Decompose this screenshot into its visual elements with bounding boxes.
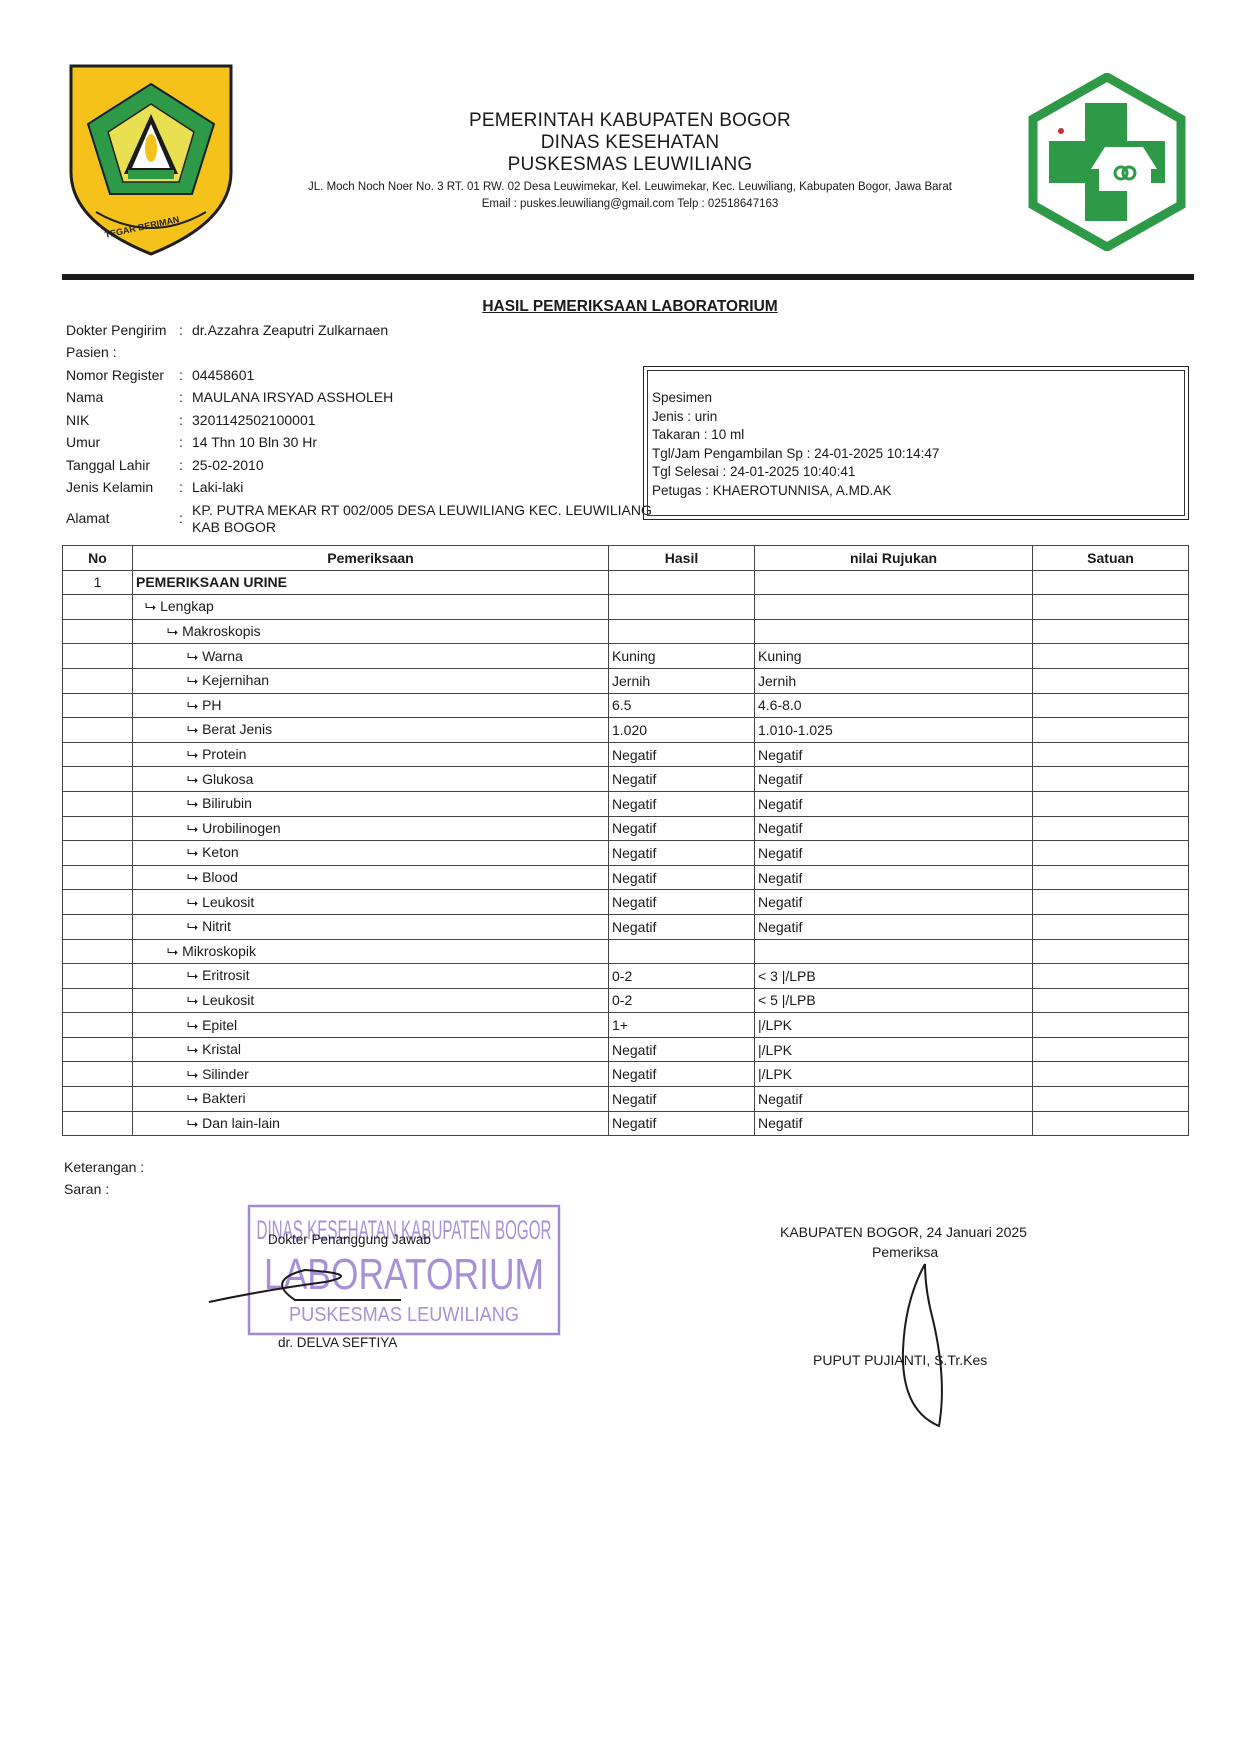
results-table <box>62 545 1189 1136</box>
pemeriksa-name: PUPUT PUJIANTI, S.Tr.Kes <box>813 1352 988 1368</box>
table-row <box>63 668 1189 693</box>
cell-satuan <box>1033 890 1189 915</box>
cell-pemeriksaan: ⮡ Keton <box>133 841 609 866</box>
logo-motto: TEGAR BERIMAN <box>103 214 181 240</box>
cell-pemeriksaan: ⮡ Protein <box>133 742 609 767</box>
table-row <box>63 791 1189 816</box>
cell-pemeriksaan: ⮡ Kejernihan <box>133 668 609 693</box>
cell-satuan <box>1033 964 1189 989</box>
table-row <box>63 1111 1189 1136</box>
cell-rujukan: Jernih <box>755 668 1033 693</box>
cell-satuan <box>1033 988 1189 1013</box>
cell-pemeriksaan: ⮡ Warna <box>133 644 609 669</box>
cell-no <box>63 1013 133 1038</box>
cell-hasil: Negatif <box>609 742 755 767</box>
results-body <box>63 570 1189 1136</box>
cell-pemeriksaan: ⮡ Berat Jenis <box>133 718 609 743</box>
cell-no <box>63 644 133 669</box>
cell-rujukan <box>755 570 1033 595</box>
table-row <box>63 1062 1189 1087</box>
stamp-line2: LABORATORIUM <box>264 1250 544 1299</box>
cell-satuan <box>1033 595 1189 620</box>
alamat-label: Alamat <box>66 510 110 526</box>
nik-value: 3201142502100001 <box>192 412 316 428</box>
cell-pemeriksaan: ⮡ Makroskopis <box>133 619 609 644</box>
colon: : <box>179 510 183 526</box>
cell-satuan <box>1033 1087 1189 1112</box>
cell-rujukan: Negatif <box>755 742 1033 767</box>
cell-satuan <box>1033 668 1189 693</box>
table-row <box>63 693 1189 718</box>
cell-rujukan: 1.010-1.025 <box>755 718 1033 743</box>
cell-satuan <box>1033 816 1189 841</box>
register-label: Nomor Register <box>66 367 165 383</box>
table-row <box>63 865 1189 890</box>
table-row <box>63 890 1189 915</box>
cell-no <box>63 767 133 792</box>
cell-hasil <box>609 570 755 595</box>
table-row <box>63 816 1189 841</box>
register-value: 04458601 <box>192 367 255 383</box>
cell-hasil <box>609 619 755 644</box>
cell-hasil: Negatif <box>609 1087 755 1112</box>
cell-satuan <box>1033 718 1189 743</box>
cell-satuan <box>1033 742 1189 767</box>
alamat-value <box>192 502 712 536</box>
colon: : <box>179 434 183 450</box>
cell-satuan <box>1033 570 1189 595</box>
cell-pemeriksaan: ⮡ Leukosit <box>133 988 609 1013</box>
cell-hasil: 0-2 <box>609 964 755 989</box>
jenis-kelamin-value: Laki-laki <box>192 479 244 495</box>
cell-rujukan: < 5 |/LPB <box>755 988 1033 1013</box>
cell-rujukan: 4.6-8.0 <box>755 693 1033 718</box>
header-satuan: Satuan <box>1033 546 1189 571</box>
cell-no <box>63 619 133 644</box>
table-row <box>63 742 1189 767</box>
keterangan-label: Keterangan : <box>64 1159 145 1175</box>
header-hasil: Hasil <box>609 546 755 571</box>
cell-rujukan: |/LPK <box>755 1037 1033 1062</box>
table-row <box>63 718 1189 743</box>
header-rujukan: nilai Rujukan <box>755 546 1033 571</box>
cell-rujukan: Negatif <box>755 841 1033 866</box>
cell-no <box>63 890 133 915</box>
cell-hasil <box>609 939 755 964</box>
cell-hasil: Negatif <box>609 1037 755 1062</box>
cell-pemeriksaan: ⮡ Glukosa <box>133 767 609 792</box>
cell-satuan <box>1033 791 1189 816</box>
pemeriksa-label: Pemeriksa <box>872 1244 939 1260</box>
table-row <box>63 914 1189 939</box>
cell-rujukan <box>755 595 1033 620</box>
header-pemeriksaan: Pemeriksaan <box>133 546 609 571</box>
colon: : <box>179 479 183 495</box>
cell-no <box>63 816 133 841</box>
cell-no <box>63 1062 133 1087</box>
cell-pemeriksaan: ⮡ Leukosit <box>133 890 609 915</box>
specimen-pengambilan: Tgl/Jam Pengambilan Sp : 24-01-2025 10:14:47 <box>652 445 940 461</box>
cell-no <box>63 1087 133 1112</box>
cell-no <box>63 914 133 939</box>
alamat-line2: KAB BOGOR <box>192 519 277 535</box>
umur-value: 14 Thn 10 Bln 30 Hr <box>192 434 318 450</box>
cell-no <box>63 841 133 866</box>
table-row <box>63 595 1189 620</box>
cell-rujukan: Negatif <box>755 791 1033 816</box>
cell-satuan <box>1033 1062 1189 1087</box>
cell-pemeriksaan: ⮡ Silinder <box>133 1062 609 1087</box>
cell-rujukan: Negatif <box>755 890 1033 915</box>
tgl-lahir-label: Tanggal Lahir <box>66 457 151 473</box>
table-row <box>63 841 1189 866</box>
table-row <box>63 644 1189 669</box>
cell-no <box>63 718 133 743</box>
nama-label: Nama <box>66 389 104 405</box>
tgl-lahir-value: 25-02-2010 <box>192 457 264 473</box>
table-row <box>63 988 1189 1013</box>
cell-rujukan: Negatif <box>755 767 1033 792</box>
colon: : <box>179 367 183 383</box>
table-row <box>63 619 1189 644</box>
cell-rujukan: Negatif <box>755 1087 1033 1112</box>
cell-pemeriksaan: ⮡ Bilirubin <box>133 791 609 816</box>
pasien-label: Pasien : <box>66 344 117 360</box>
stamp-line1: DINAS KESEHATAN KABUPATEN BOGOR <box>256 1215 552 1245</box>
pemeriksa-signature <box>895 1260 955 1430</box>
cell-satuan <box>1033 1037 1189 1062</box>
cell-pemeriksaan: ⮡ Dan lain-lain <box>133 1111 609 1136</box>
letterhead-email: Email : puskes.leuwiliang@gmail.com Telp : 02518647163 <box>481 198 779 210</box>
cell-satuan <box>1033 1111 1189 1136</box>
specimen-petugas: Petugas : KHAEROTUNNISA, A.MD.AK <box>652 482 892 498</box>
cell-pemeriksaan: ⮡ Blood <box>133 865 609 890</box>
colon: : <box>179 457 183 473</box>
jenis-kelamin-label: Jenis Kelamin <box>66 479 154 495</box>
saran-label: Saran : <box>64 1181 110 1197</box>
cell-satuan <box>1033 865 1189 890</box>
table-row <box>63 1087 1189 1112</box>
cell-hasil: Negatif <box>609 914 755 939</box>
cell-pemeriksaan: ⮡ Lengkap <box>133 595 609 620</box>
table-row <box>63 1037 1189 1062</box>
cell-no: 1 <box>63 570 133 595</box>
cell-hasil: Negatif <box>609 816 755 841</box>
cell-hasil: Negatif <box>609 1111 755 1136</box>
specimen-title: Spesimen <box>652 390 713 405</box>
cell-satuan <box>1033 914 1189 939</box>
nama-value: MAULANA IRSYAD ASSHOLEH <box>192 389 394 405</box>
cell-satuan <box>1033 693 1189 718</box>
cell-no <box>63 693 133 718</box>
place-date: KABUPATEN BOGOR, 24 Januari 2025 <box>780 1224 1027 1240</box>
header-no: No <box>63 546 133 571</box>
dokter-label: Dokter Pengirim <box>66 322 167 338</box>
cell-pemeriksaan: PEMERIKSAAN URINE <box>133 570 609 595</box>
cell-satuan <box>1033 841 1189 866</box>
table-row <box>63 570 1189 595</box>
table-row <box>63 939 1189 964</box>
cell-hasil <box>609 595 755 620</box>
cell-no <box>63 964 133 989</box>
table-row <box>63 767 1189 792</box>
nik-label: NIK <box>66 412 90 428</box>
specimen-details <box>652 389 939 500</box>
cell-hasil: Kuning <box>609 644 755 669</box>
cell-pemeriksaan: ⮡ Mikroskopik <box>133 939 609 964</box>
cell-rujukan <box>755 619 1033 644</box>
table-row <box>63 1013 1189 1038</box>
letterhead-address: JL. Moch Noch Noer No. 3 RT. 01 RW. 02 Desa Leuwimekar, Kel. Leuwimekar, Kec. Leuwiliang, Kabupaten Bogor, Jawa Barat <box>308 181 952 193</box>
cell-no <box>63 668 133 693</box>
cell-hasil: 6.5 <box>609 693 755 718</box>
cell-hasil: Negatif <box>609 890 755 915</box>
cell-rujukan <box>755 939 1033 964</box>
cell-hasil: Negatif <box>609 791 755 816</box>
letterhead <box>270 110 990 212</box>
cell-pemeriksaan: ⮡ Bakteri <box>133 1087 609 1112</box>
dokter-pj-label: Dokter Penanggung Jawab <box>268 1232 431 1247</box>
cell-satuan <box>1033 644 1189 669</box>
cell-satuan <box>1033 767 1189 792</box>
alamat-line1: KP. PUTRA MEKAR RT 002/005 DESA LEUWILIANG KEC. LEUWILIANG <box>192 502 652 518</box>
umur-label: Umur <box>66 434 101 450</box>
cell-rujukan: Negatif <box>755 1111 1033 1136</box>
table-row <box>63 964 1189 989</box>
specimen-selesai: Tgl Selesai : 24-01-2025 10:40:41 <box>652 464 856 479</box>
dokter-pj-name: dr. DELVA SEFTIYA <box>278 1335 398 1350</box>
specimen-jenis: Jenis : urin <box>652 408 718 424</box>
cell-rujukan: Negatif <box>755 914 1033 939</box>
cell-no <box>63 1111 133 1136</box>
cell-rujukan: Negatif <box>755 816 1033 841</box>
letterhead-line3: PUSKESMAS LEUWILIANG <box>507 154 753 175</box>
table-header-row <box>63 546 1189 571</box>
colon: : <box>179 322 183 338</box>
colon: : <box>179 412 183 428</box>
cell-hasil: 1.020 <box>609 718 755 743</box>
cell-pemeriksaan: ⮡ Epitel <box>133 1013 609 1038</box>
cell-rujukan: < 3 |/LPB <box>755 964 1033 989</box>
cell-pemeriksaan: ⮡ Nitrit <box>133 914 609 939</box>
stamp-line3: PUSKESMAS LEUWILIANG <box>289 1304 519 1326</box>
cell-no <box>63 595 133 620</box>
cell-no <box>63 742 133 767</box>
header-divider <box>62 274 1194 280</box>
notes <box>64 1156 144 1200</box>
cell-hasil: 1+ <box>609 1013 755 1038</box>
cell-rujukan: |/LPK <box>755 1013 1033 1038</box>
cell-no <box>63 865 133 890</box>
cell-no <box>63 939 133 964</box>
cell-rujukan: Kuning <box>755 644 1033 669</box>
puskesmas-logo <box>1027 73 1187 251</box>
cell-no <box>63 1037 133 1062</box>
cell-no <box>63 988 133 1013</box>
cell-rujukan: |/LPK <box>755 1062 1033 1087</box>
dokter-signature <box>205 1260 405 1320</box>
specimen-takaran: Takaran : 10 ml <box>652 427 745 442</box>
cell-hasil: Negatif <box>609 767 755 792</box>
cell-pemeriksaan: ⮡ Kristal <box>133 1037 609 1062</box>
cell-pemeriksaan: ⮡ PH <box>133 693 609 718</box>
cell-pemeriksaan: ⮡ Eritrosit <box>133 964 609 989</box>
cell-hasil: Jernih <box>609 668 755 693</box>
letterhead-line2: DINAS KESEHATAN <box>540 132 720 153</box>
cell-satuan <box>1033 939 1189 964</box>
cell-no <box>63 791 133 816</box>
specimen-box <box>643 366 1189 520</box>
cell-pemeriksaan: ⮡ Urobilinogen <box>133 816 609 841</box>
letterhead-line1: PEMERINTAH KABUPATEN BOGOR <box>469 110 791 131</box>
cell-satuan <box>1033 619 1189 644</box>
dokter-value: dr.Azzahra Zeaputri Zulkarnaen <box>192 322 389 338</box>
cell-rujukan: Negatif <box>755 865 1033 890</box>
cell-hasil: 0-2 <box>609 988 755 1013</box>
colon: : <box>179 389 183 405</box>
specimen-box-inner <box>647 370 1185 516</box>
cell-hasil: Negatif <box>609 865 755 890</box>
document-title: HASIL PEMERIKSAAN LABORATORIUM <box>482 298 778 315</box>
cell-satuan <box>1033 1013 1189 1038</box>
cell-hasil: Negatif <box>609 1062 755 1087</box>
cell-hasil: Negatif <box>609 841 755 866</box>
